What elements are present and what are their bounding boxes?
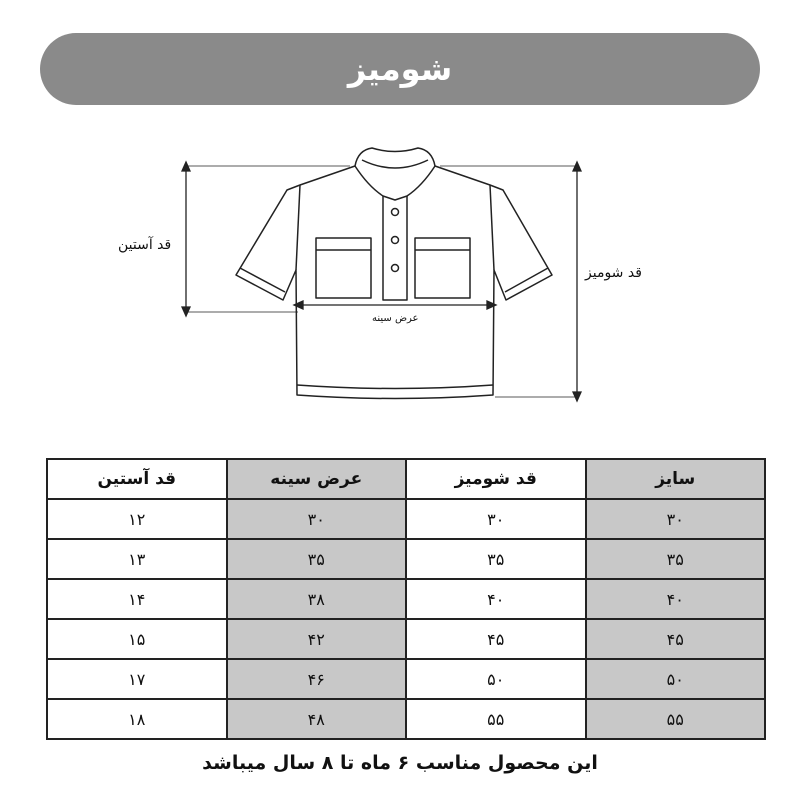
table-row <box>47 659 765 699</box>
table-cell: ۴۲ <box>227 619 407 659</box>
table-cell: ۵۰ <box>586 659 766 699</box>
table-row <box>47 579 765 619</box>
header-shirt-length: قد شومیز <box>406 459 586 499</box>
title-bar <box>40 33 760 105</box>
table-cell: ۵۵ <box>406 699 586 739</box>
table-cell: ۵۰ <box>406 659 586 699</box>
table-cell: ۱۴ <box>47 579 227 619</box>
shirt-diagram <box>0 120 800 420</box>
size-table <box>46 458 766 740</box>
table-cell: ۱۵ <box>47 619 227 659</box>
table-cell: ۱۷ <box>47 659 227 699</box>
table-cell: ۱۳ <box>47 539 227 579</box>
chest-width-label: عرض سینه <box>372 313 419 324</box>
age-note: این محصول مناسب ۶ ماه تا ۸ سال میباشد <box>202 752 598 774</box>
shirt-illustration <box>0 120 800 420</box>
page-title: شومیز <box>347 50 453 88</box>
table-cell: ۳۵ <box>406 539 586 579</box>
table-cell: ۴۶ <box>227 659 407 699</box>
table-cell: ۳۰ <box>406 499 586 539</box>
table-row <box>47 699 765 739</box>
table-cell: ۴۵ <box>406 619 586 659</box>
table-cell: ۱۲ <box>47 499 227 539</box>
header-chest-width: عرض سینه <box>227 459 407 499</box>
table-cell: ۴۸ <box>227 699 407 739</box>
table-cell: ۱۸ <box>47 699 227 739</box>
table-row <box>47 539 765 579</box>
table-cell: ۴۰ <box>406 579 586 619</box>
table-row <box>47 619 765 659</box>
table-cell: ۳۰ <box>227 499 407 539</box>
sleeve-length-label: قد آستین <box>118 237 172 253</box>
table-cell: ۴۵ <box>586 619 766 659</box>
table-row <box>47 499 765 539</box>
header-sleeve-length: قد آستین <box>47 459 227 499</box>
table-cell: ۳۵ <box>586 539 766 579</box>
table-cell: ۳۸ <box>227 579 407 619</box>
table-cell: ۳۰ <box>586 499 766 539</box>
table-header-row <box>47 459 765 499</box>
shirt-length-label: قد شومیز <box>585 265 642 281</box>
table-cell: ۴۰ <box>586 579 766 619</box>
table-cell: ۵۵ <box>586 699 766 739</box>
header-size: سایز <box>586 459 766 499</box>
table-cell: ۳۵ <box>227 539 407 579</box>
